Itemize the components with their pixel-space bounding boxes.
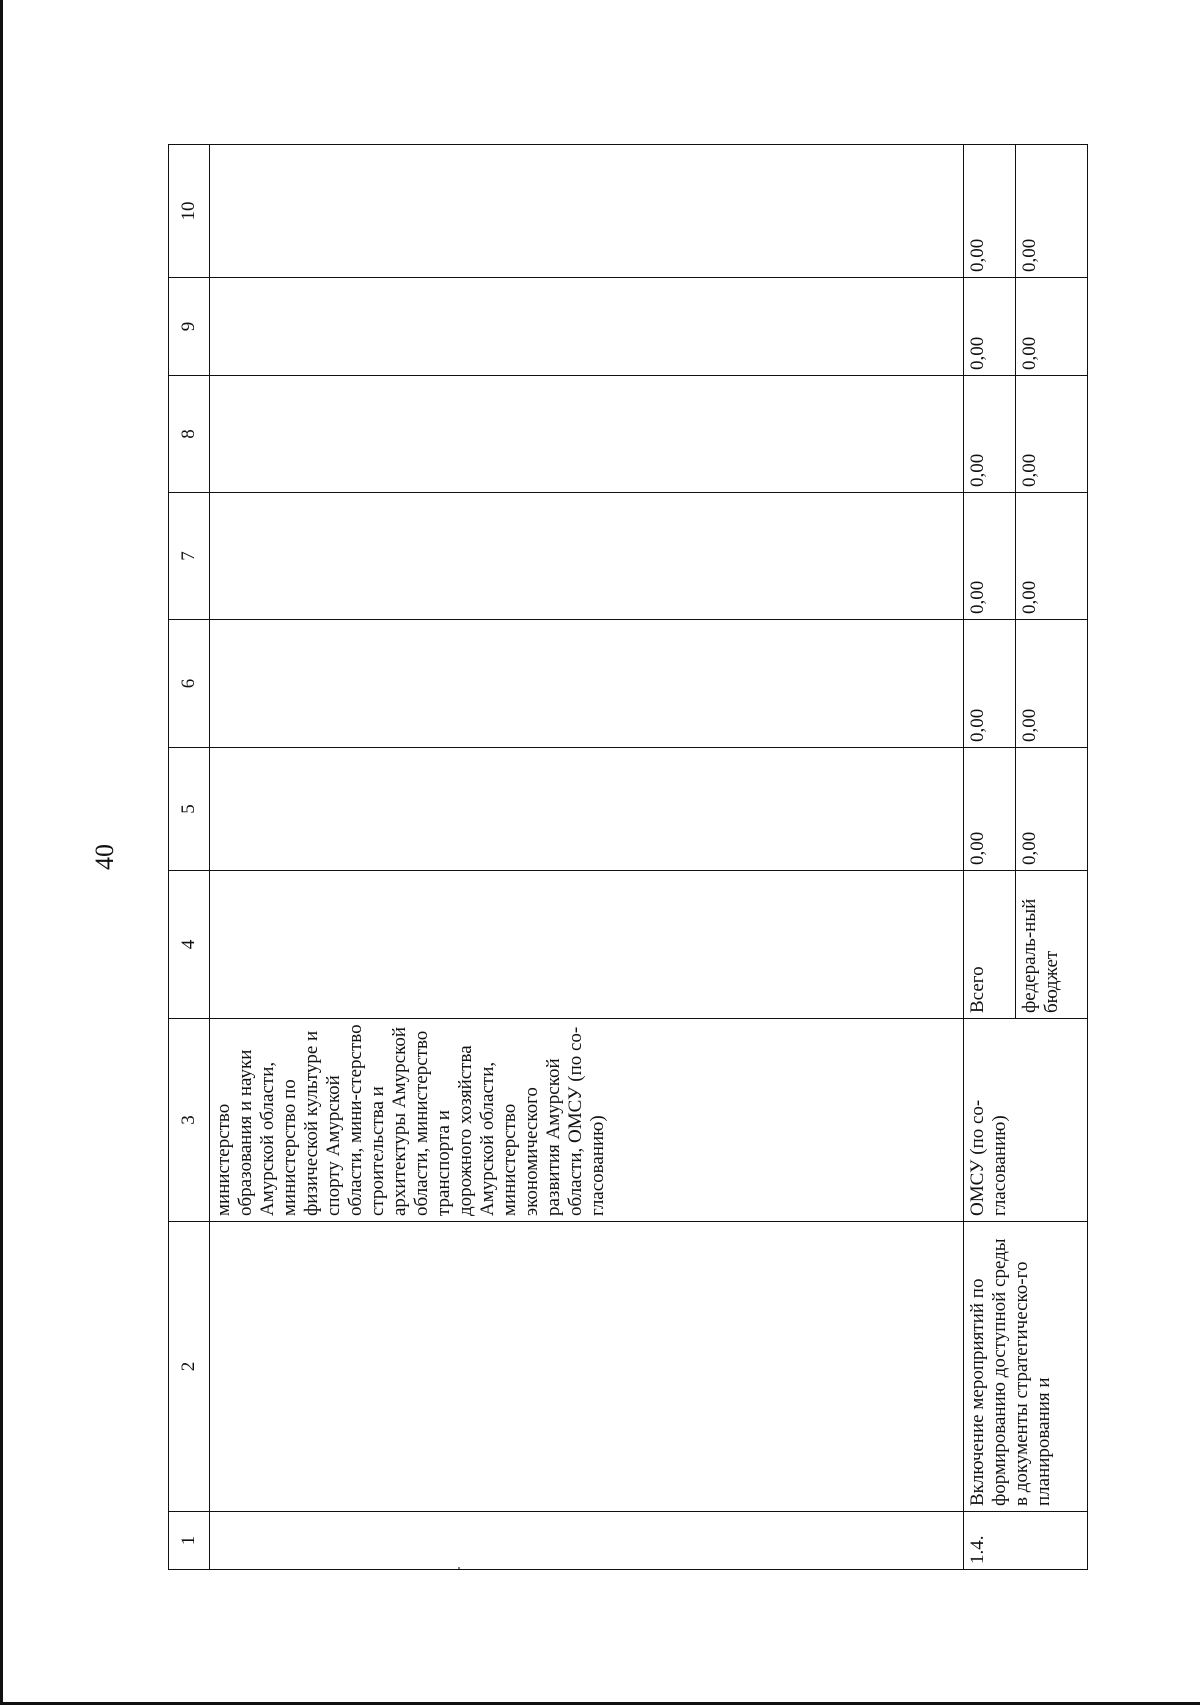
- scan-edge-left: [0, 0, 3, 1705]
- table-row: [964, 145, 1016, 1570]
- amount-cell: 0,00: [1016, 748, 1088, 871]
- table-cell: [210, 278, 964, 376]
- column-number: 8: [169, 376, 210, 493]
- continuation-row: [210, 145, 964, 1570]
- table-cell: [210, 871, 964, 1019]
- column-number: 9: [169, 278, 210, 376]
- page-number: 40: [90, 844, 119, 870]
- column-number: 6: [169, 620, 210, 748]
- column-number: 4: [169, 871, 210, 1019]
- column-number: 3: [169, 1019, 210, 1222]
- table-cell: [210, 748, 964, 871]
- amount-cell: 0,00: [964, 145, 1016, 278]
- table-cell: [210, 145, 964, 278]
- amount-cell: 0,00: [964, 620, 1016, 748]
- event-name: Включение мероприятий по формированию доступной среды в документы стратегическо-го планирования и: [964, 1222, 1088, 1512]
- amount-cell: 0,00: [1016, 278, 1088, 376]
- table-cell: [210, 1222, 964, 1512]
- amount-cell: 0,00: [964, 376, 1016, 493]
- table-frame: [168, 145, 1062, 1570]
- column-number: 10: [169, 145, 210, 278]
- column-number: 7: [169, 493, 210, 620]
- amount-cell: 0,00: [1016, 493, 1088, 620]
- row-number: 1.4.: [964, 1512, 1088, 1570]
- column-number: 5: [169, 748, 210, 871]
- amount-cell: 0,00: [964, 493, 1016, 620]
- table-cell: [210, 376, 964, 493]
- amount-cell: 0,00: [1016, 376, 1088, 493]
- amount-cell: 0,00: [1016, 145, 1088, 278]
- executors-cell: министерство образования и науки Амурской области, министерство по физической культуре и спорту Амурской области, мини-стерство строительства и архитектуры Амурской области, министерство транспорта и дорожного хозяйства Амурской области, министерство экономического развития Амурской области, ОМСУ (по со-гласованию): [210, 1019, 964, 1222]
- amount-cell: 0,00: [964, 748, 1016, 871]
- amount-cell: 0,00: [964, 278, 1016, 376]
- amount-cell: 0,00: [1016, 620, 1088, 748]
- column-number-row: [169, 145, 210, 1570]
- program-table: [168, 144, 1088, 1570]
- table-cell: [210, 493, 964, 620]
- executor-cell: ОМСУ (по со-гласованию): [964, 1019, 1088, 1222]
- table-cell: [210, 620, 964, 748]
- table-cell: [210, 1512, 964, 1570]
- rotated-table-wrapper: [168, 145, 1062, 1570]
- funding-source: федераль-ный бюджет: [1016, 871, 1088, 1019]
- column-number: 2: [169, 1222, 210, 1512]
- column-number: 1: [169, 1512, 210, 1570]
- funding-source: Всего: [964, 871, 1016, 1019]
